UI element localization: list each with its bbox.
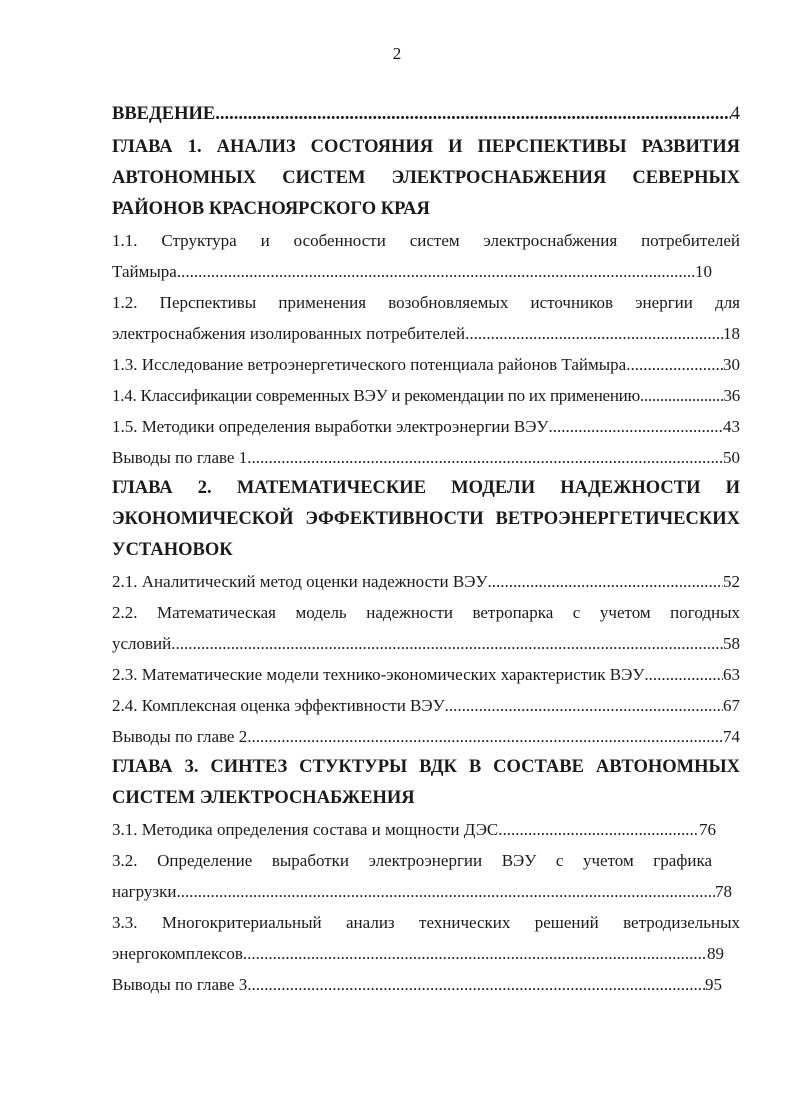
toc-entry-conclusions-3	[112, 969, 722, 1000]
dot-leader	[644, 659, 723, 690]
toc-entry-page: 76	[699, 820, 716, 839]
toc-entry-title: 1.3. Исследование ветроэнергетического потенциала районов Таймыра	[112, 355, 627, 374]
chapter-1-heading-line-1: ГЛАВА 1. АНАЛИЗ СОСТОЯНИЯ И ПЕРСПЕКТИВЫ РАЗВИТИЯ	[112, 137, 740, 157]
toc-entry-3-3	[112, 938, 724, 969]
toc-entry-title: энергокомплексов	[112, 944, 243, 963]
toc-entry-page: 43	[723, 417, 740, 436]
toc-entry-page: 36	[723, 386, 740, 405]
toc-entry-1-5	[112, 411, 740, 442]
toc-entry-page: 58	[723, 634, 740, 653]
dot-leader	[177, 256, 695, 287]
chapter-1-heading-line-3: РАЙОНОВ КРАСНОЯРСКОГО КРАЯ	[112, 199, 430, 219]
toc-entry-page: 50	[723, 448, 740, 467]
toc-entry-title: 2.3. Математические модели технико-экономических характеристик ВЭУ	[112, 665, 645, 684]
toc-entry-conclusions-1	[112, 442, 740, 473]
dot-leader	[243, 938, 707, 969]
dot-leader	[247, 442, 723, 473]
toc-entry-2-2	[112, 628, 740, 659]
toc-entry-page: 10	[695, 262, 712, 281]
toc-entry-page: 78	[715, 882, 732, 901]
toc-entry-title: 2.4. Комплексная оценка эффективности ВЭУ	[112, 696, 445, 715]
dot-leader	[488, 566, 724, 597]
toc-entry-intro	[112, 99, 740, 130]
toc-entry-title: Таймыра	[112, 262, 177, 281]
toc-entry-3-2-line-1: 3.2. Определение выработки электроэнергии ВЭУ с учетом графика	[112, 851, 712, 870]
dot-leader	[445, 690, 723, 721]
toc-entry-conclusions-2	[112, 721, 740, 752]
toc-entry-page: 18	[723, 324, 740, 343]
toc-entry-title: Выводы по главе 2	[112, 727, 248, 746]
toc-entry-3-3-line-1: 3.3. Многокритериальный анализ технических решений ветродизельных	[112, 913, 740, 932]
chapter-3-heading-line-2: СИСТЕМ ЭЛЕКТРОСНАБЖЕНИЯ	[112, 788, 415, 808]
chapter-2-heading-line-3: УСТАНОВОК	[112, 540, 233, 560]
toc-entry-title: 2.1. Аналитический метод оценки надежности ВЭУ	[112, 572, 488, 591]
dot-leader	[465, 318, 723, 349]
toc-entry-2-3	[112, 659, 740, 690]
toc-entry-page: 74	[723, 727, 740, 746]
dot-leader	[247, 721, 723, 752]
toc-entry-2-1	[112, 566, 740, 597]
toc-entry-title: 1.5. Методики определения выработки электроэнергии ВЭУ	[112, 417, 549, 436]
toc-entry-title: ВВЕДЕНИЕ	[112, 104, 216, 124]
toc-entry-3-1	[112, 814, 716, 845]
toc-entry-2-4	[112, 690, 740, 721]
dot-leader	[215, 99, 731, 130]
toc-entry-page: 63	[723, 665, 740, 684]
toc-entry-1-1-line-1: 1.1. Структура и особенности систем электроснабжения потребителей	[112, 231, 740, 250]
table-of-contents	[112, 99, 740, 1000]
toc-entry-page: 67	[723, 696, 740, 715]
chapter-1-heading-line-2: АВТОНОМНЫХ СИСТЕМ ЭЛЕКТРОСНАБЖЕНИЯ СЕВЕРНЫХ	[112, 168, 740, 188]
toc-entry-1-2	[112, 318, 740, 349]
toc-entry-page: 89	[707, 944, 724, 963]
toc-entry-1-2-line-1: 1.2. Перспективы применения возобновляемых источников энергии для	[112, 293, 740, 312]
chapter-3-heading-line-1: ГЛАВА 3. СИНТЕЗ СТУКТУРЫ ВДК В СОСТАВЕ АВТОНОМНЫХ	[112, 757, 740, 777]
toc-entry-title: Выводы по главе 3	[112, 975, 248, 994]
toc-entry-title: условий	[112, 634, 172, 653]
toc-entry-1-3	[112, 349, 740, 380]
toc-entry-page: 95	[705, 975, 722, 994]
toc-entry-1-4	[112, 380, 740, 411]
toc-entry-title: нагрузки	[112, 882, 177, 901]
dot-leader	[548, 411, 723, 442]
dot-leader	[498, 814, 699, 845]
dot-leader	[176, 876, 715, 907]
dot-leader	[247, 969, 705, 1000]
dot-leader	[626, 349, 723, 380]
chapter-2-heading-line-2: ЭКОНОМИЧЕСКОЙ ЭФФЕКТИВНОСТИ ВЕТРОЭНЕРГЕТИЧЕСКИХ	[112, 509, 740, 529]
toc-entry-title: 1.4. Классификации современных ВЭУ и рекомендации по их применению	[112, 386, 640, 405]
dot-leader	[640, 380, 724, 411]
toc-entry-title: электроснабжения изолированных потребителей	[112, 324, 466, 343]
dot-leader	[171, 628, 723, 659]
toc-entry-page: 30	[723, 355, 740, 374]
toc-entry-3-2	[112, 876, 732, 907]
toc-entry-page: 52	[723, 572, 740, 591]
toc-entry-2-2-line-1: 2.2. Математическая модель надежности ветропарка с учетом погодных	[112, 603, 740, 622]
chapter-2-heading-line-1: ГЛАВА 2. МАТЕМАТИЧЕСКИЕ МОДЕЛИ НАДЕЖНОСТИ И	[112, 478, 740, 498]
toc-entry-title: Выводы по главе 1	[112, 448, 248, 467]
toc-entry-title: 3.1. Методика определения состава и мощности ДЭС	[112, 820, 499, 839]
toc-entry-1-1	[112, 256, 712, 287]
page-number: 2	[392, 44, 402, 63]
toc-entry-page: 4	[730, 104, 740, 124]
